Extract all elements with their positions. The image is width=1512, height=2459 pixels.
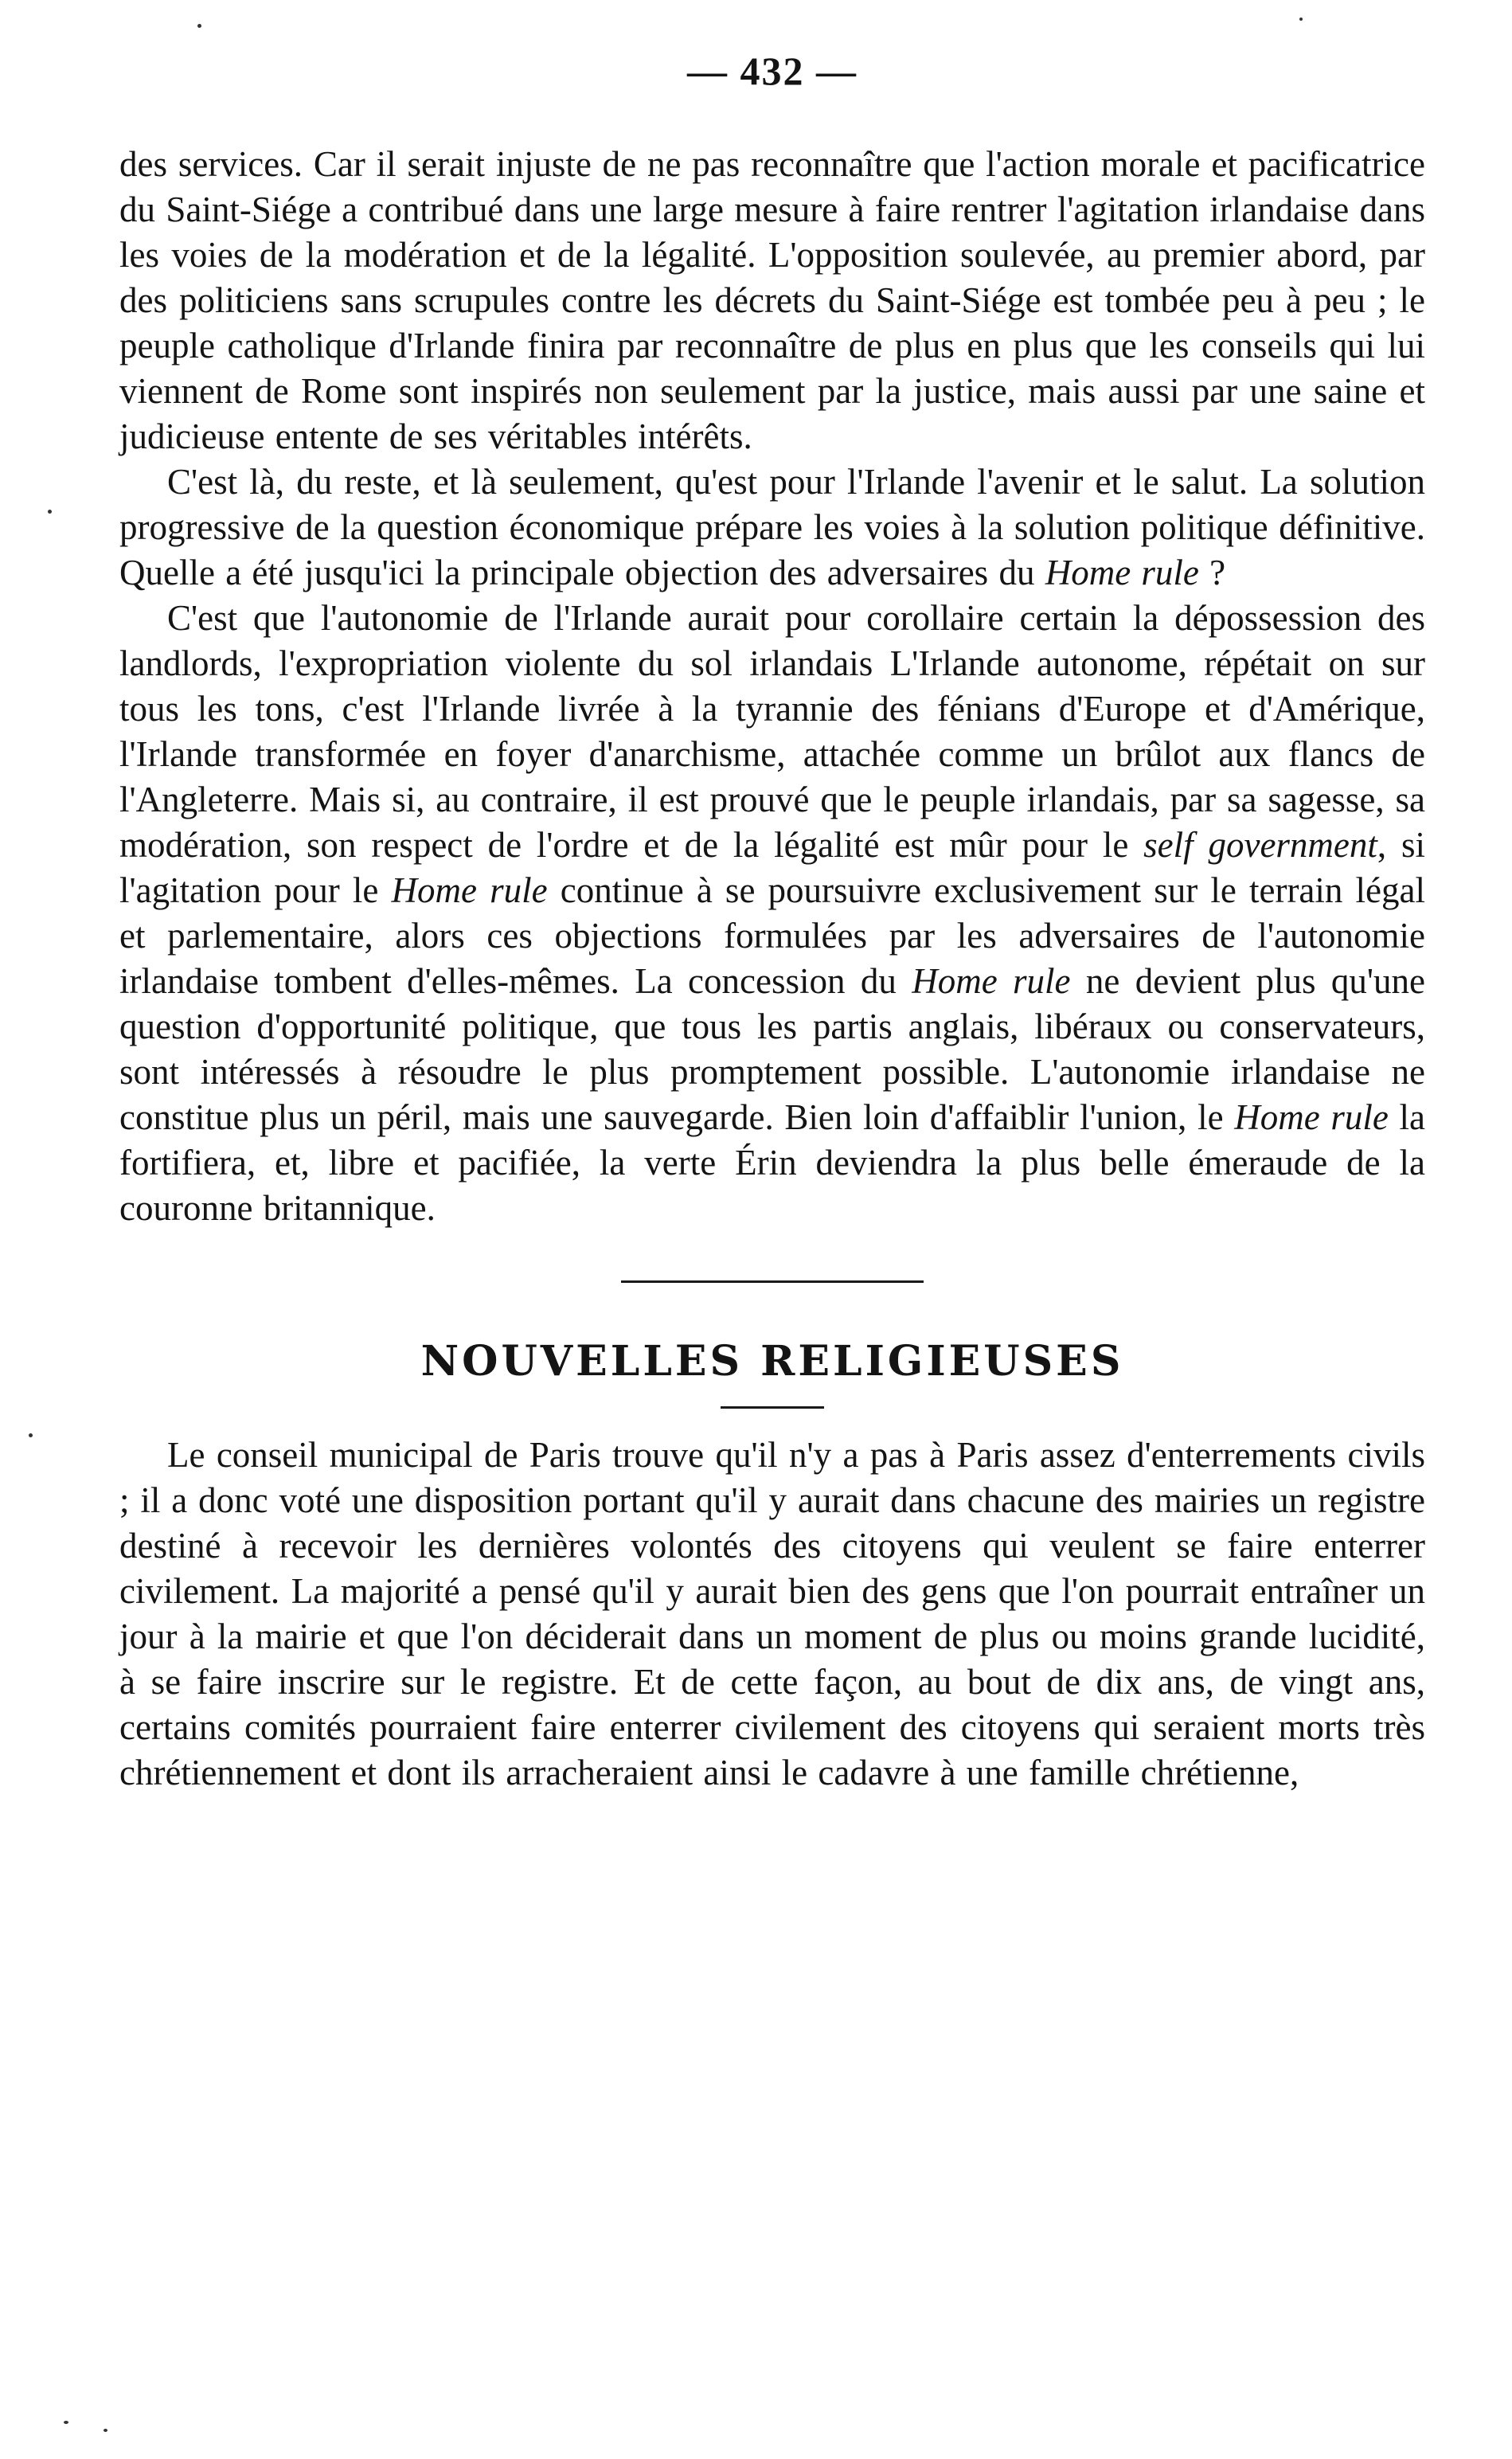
article-paragraph-3 — [119, 596, 1425, 1231]
scan-speck — [1299, 18, 1303, 21]
article-body — [119, 142, 1425, 1231]
section-title: NOUVELLES RELIGIEUSES — [420, 1337, 1124, 1386]
text-run: la fortifiera, et, libre et pacifiée, la verte Érin deviendra la plus belle émeraude de la couronne britannique. — [119, 1097, 1425, 1228]
text-run: ne devient plus qu'une question d'opportunité politique, que tous les partis anglais, libéraux ou conservateurs, sont intéressés à résoudre le plus promptement possible. L'autonomie irlandaise ne constitue plus un péril, mais une sauvegarde. Bien loin d'affaiblir l'union, le — [119, 961, 1425, 1137]
scan-speck — [64, 2421, 68, 2424]
italic-term: Home rule — [1234, 1097, 1389, 1137]
scan-speck — [48, 510, 52, 514]
italic-term: Home rule — [1045, 553, 1199, 592]
italic-term: Home rule — [391, 870, 548, 910]
page-number: — 432 — — [687, 49, 858, 93]
text-run: C'est que l'autonomie de l'Irlande aurait pour corollaire certain la dépossession des landlords, l'expropriation violente du sol irlandais L'Irlande autonome, répétait on sur tous les tons, c'est l'Irlande livrée à la tyrannie des fénians d'Europe et d'Amérique, l'Irlande transformée en foyer d'anarchisme, attachée comme un brûlot aux flancs de l'Angleterre. Mais si, au contraire, il est prouvé que le peuple irlandais, par sa sagesse, sa modération, son respect de l'ordre et de la légalité est mûr pour le — [119, 598, 1425, 865]
italic-term: self government — [1143, 825, 1377, 865]
scan-speck — [104, 2429, 107, 2432]
article-paragraph-2 — [119, 459, 1425, 596]
scan-speck — [29, 1433, 33, 1437]
title-underline — [721, 1406, 824, 1409]
section-paragraph-1 — [119, 1433, 1425, 1796]
article-paragraph-1 — [119, 142, 1425, 459]
text-run: ? — [1198, 553, 1226, 592]
text-run: C'est là, du reste, et là seulement, qu'est pour l'Irlande l'avenir et le salut. La solution progressive de la question économique prépare les voies à la solution politique définitive. Quelle a été jusqu'ici la principale objection des adversaires du — [119, 462, 1425, 592]
scan-speck — [197, 24, 201, 28]
page — [119, 48, 1425, 1796]
text-run: , si l'agitation pour le — [119, 825, 1425, 910]
italic-term: Home rule — [912, 961, 1071, 1001]
text-run: Le conseil municipal de Paris trouve qu'il n'y a pas à Paris assez d'enterrements civils ; il a donc voté une disposition portant qu'il y aurait dans chacune des mairies un registre destiné à recevoir les dernières volontés des citoyens qui veulent se faire enterrer civilement. La majorité a pensé qu'il y aurait bien des gens que l'on pourrait entraîner un jour à la mairie et que l'on déciderait dans un moment de plus ou moins grande lucidité, à se faire inscrire sur le registre. Et de cette façon, au bout de dix ans, de vingt ans, certains comités pourraient faire enterrer civilement des citoyens qui seraient morts très chrétiennement et dont ils arracheraient ainsi le cadavre à une famille chrétienne, — [119, 1435, 1425, 1792]
text-run: des services. Car il serait injuste de ne pas reconnaître que l'action morale et pacificatrice du Saint-Siége a contribué dans une large mesure à faire rentrer l'agitation irlandaise dans les voies de la modération et de la légalité. L'opposition soulevée, au premier abord, par des politiciens sans scrupules contre les décrets du Saint-Siége est tombée peu à peu ; le peuple catholique d'Irlande finira par reconnaître de plus en plus que les conseils qui lui viennent de Rome sont inspirés non seulement par la justice, mais aussi par une saine et judicieuse entente de ses véritables intérêts. — [119, 144, 1425, 456]
section-divider — [621, 1280, 924, 1283]
text-run: continue à se poursuivre exclusivement sur le terrain légal et parlementaire, alors ces objections formulées par les adversaires de l'autonomie irlandaise tombent d'elles-mêmes. La concession du — [119, 870, 1425, 1001]
section-body — [119, 1433, 1425, 1796]
